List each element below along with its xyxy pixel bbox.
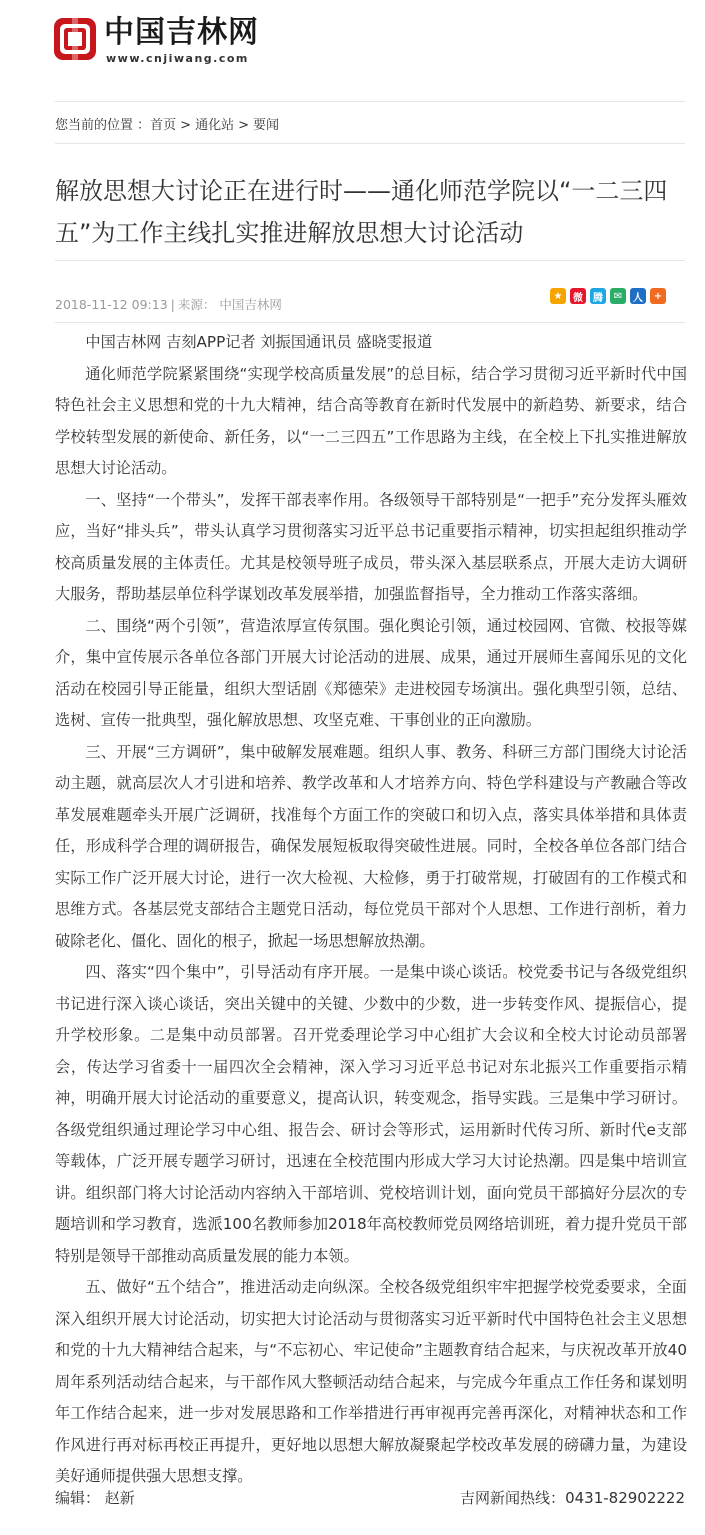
source-label: 来源：	[177, 297, 216, 312]
editor-line	[55, 1487, 135, 1508]
breadcrumb-tonghua[interactable]: 通化站	[195, 118, 235, 133]
article-datetime: 2018-11-12 09:13	[55, 297, 168, 312]
breadcrumb-home[interactable]: 首页	[150, 118, 177, 133]
article-paragraph: 五、做好“五个结合”，推进活动走向纵深。全校各级党组织牢牢把握学校党委要求，全面深入组织开展大讨论活动，切实把大讨论活动与贯彻落实习近平新时代中国特色社会主义思想和党的十九大精神结合起来，与“不忘初心、牢记使命”主题教育结合起来，与庆祝改革开放40周年系列活动结合起来，与干部作风大整顿活动结合起来，与完成今年重点工作任务和谋划明年工作结合起来，进一步对发展思路和工作举措进行再审视再完善再深化，对精神状态和工作作风进行再对标再校正再提升，更好地以思想大解放凝聚起学校改革发展的磅礴力量，为建设美好通师提供强大思想支撑。	[55, 1278, 687, 1485]
article-body	[55, 327, 687, 1493]
more-share-icon[interactable]: +	[650, 288, 666, 304]
breadcrumb-separator: >	[180, 118, 192, 133]
hotline-number: 0431-82902222	[565, 1489, 685, 1507]
breadcrumb	[55, 114, 279, 133]
news-hotline	[460, 1487, 685, 1508]
logo-url: www.cnjiwang.com	[106, 52, 249, 65]
weibo-icon[interactable]: 微	[570, 288, 586, 304]
article-title: 解放思想大讨论正在进行时——通化师范学院以“一二三四五”为工作主线扎实推进解放思想大讨论活动	[55, 177, 668, 247]
article-byline: 中国吉林网 吉刻APP记者 刘振国通讯员 盛晓雯报道	[85, 333, 433, 351]
wechat-icon[interactable]: ✉	[610, 288, 626, 304]
tencent-weibo-icon[interactable]: 腾	[590, 288, 606, 304]
renren-icon[interactable]: 人	[630, 288, 646, 304]
editor-name: 赵新	[104, 1489, 135, 1507]
site-logo[interactable]	[52, 14, 282, 66]
article-paragraph: 一、坚持“一个带头”，发挥干部表率作用。各级领导干部特别是“一把手”充分发挥头雁效应，当好“排头兵”，带头认真学习贯彻落实习近平总书记重要指示精神，切实担起组织推动学校高质量发展的主体责任。尤其是校领导班子成员，带头深入基层联系点，开展大走访大调研大服务，帮助基层单位科学谋划改革发展举措，加强监督指导，全力推动工作落实落细。	[55, 490, 687, 603]
share-bar	[550, 288, 666, 304]
article-paragraph: 四、落实“四个集中”，引导活动有序开展。一是集中谈心谈话。校党委书记与各级党组织书记进行深入谈心谈话，突出关键中的关键、少数中的少数，进一步转变作风、提振信心，提升学校形象。二是集中动员部署。召开党委理论学习中心组扩大会议和全校大讨论动员部署会，传达学习省委十一届四次全会精神，深入学习习近平总书记对东北振兴工作重要指示精神，明确开展大讨论活动的重要意义，提高认识，转变观念，指导实践。三是集中学习研讨。各级党组织通过理论学习中心组、报告会、研讨会等形式，运用新时代传习所、新时代e支部等载体，广泛开展专题学习研讨，迅速在全校范围内形成大学习大讨论热潮。四是集中培训宣讲。组织部门将大讨论活动内容纳入干部培训、党校培训计划，面向党员干部搞好分层次的专题培训和学习教育，选派100名教师参加2018年高校教师党员网络培训班，着力提升党员干部特别是领导干部推动高质量发展的能力本领。	[55, 963, 687, 1265]
breadcrumb-separator: >	[238, 118, 249, 133]
article-source: 中国吉林网	[219, 297, 282, 312]
breadcrumb-prefix: 您当前的位置 ：	[55, 118, 151, 133]
header-divider	[55, 101, 685, 102]
logo-emblem-icon	[52, 16, 98, 62]
logo-text: 中国吉林网	[104, 15, 259, 50]
breadcrumb-divider	[55, 143, 685, 144]
article-paragraph: 通化师范学院紧紧围绕“实现学校高质量发展”的总目标，结合学习贯彻习近平新时代中国特色社会主义思想和党的十九大精神，结合高等教育在新时代发展中的新趋势、新要求，结合学校转型发展的新使命、新任务，以“一二三四五”工作思路为主线，在全校上下扎实推进解放思想大讨论活动。	[55, 364, 687, 477]
breadcrumb-news[interactable]: 要闻	[252, 118, 279, 133]
article-paragraph: 三、开展“三方调研”，集中破解发展难题。组织人事、教务、科研三方部门围绕大讨论活动主题，就高层次人才引进和培养、教学改革和人才培养方向、特色学科建设与产教融合等改革发展难题牵头开展广泛调研，找准每个方面工作的突破口和切入点，落实具体举措和具体责任，形成科学合理的调研报告，确保发展短板取得突破性进展。同时，全校各单位各部门结合实际工作广泛开展大讨论，进行一次大检视、大检修，勇于打破常规，打破固有的工作模式和思维方式。各基层党支部结合主题党日活动，每位党员干部对个人思想、工作进行剖析，着力破除老化、僵化、固化的根子，掀起一场思想解放热潮。	[55, 742, 687, 950]
article-paragraph: 二、围绕“两个引领”，营造浓厚宣传氛围。强化舆论引领，通过校园网、官微、校报等媒介，集中宣传展示各单位各部门开展大讨论活动的进展、成果，通过开展师生喜闻乐见的文化活动在校园引导正能量，组织大型话剧《郑德荣》走进校园专场演出。强化典型引领，总结、选树、宣传一批典型，强化解放思想、攻坚克难、干事创业的正向激励。	[55, 616, 687, 729]
title-divider	[55, 260, 685, 261]
editor-label: 编辑：	[55, 1489, 101, 1507]
meta-divider	[55, 322, 685, 323]
article-meta: 2018-11-12 09:13 | 来源： 中国吉林网	[55, 297, 282, 312]
qzone-icon[interactable]: ★	[550, 288, 566, 304]
hotline-label: 吉网新闻热线：	[460, 1489, 566, 1507]
